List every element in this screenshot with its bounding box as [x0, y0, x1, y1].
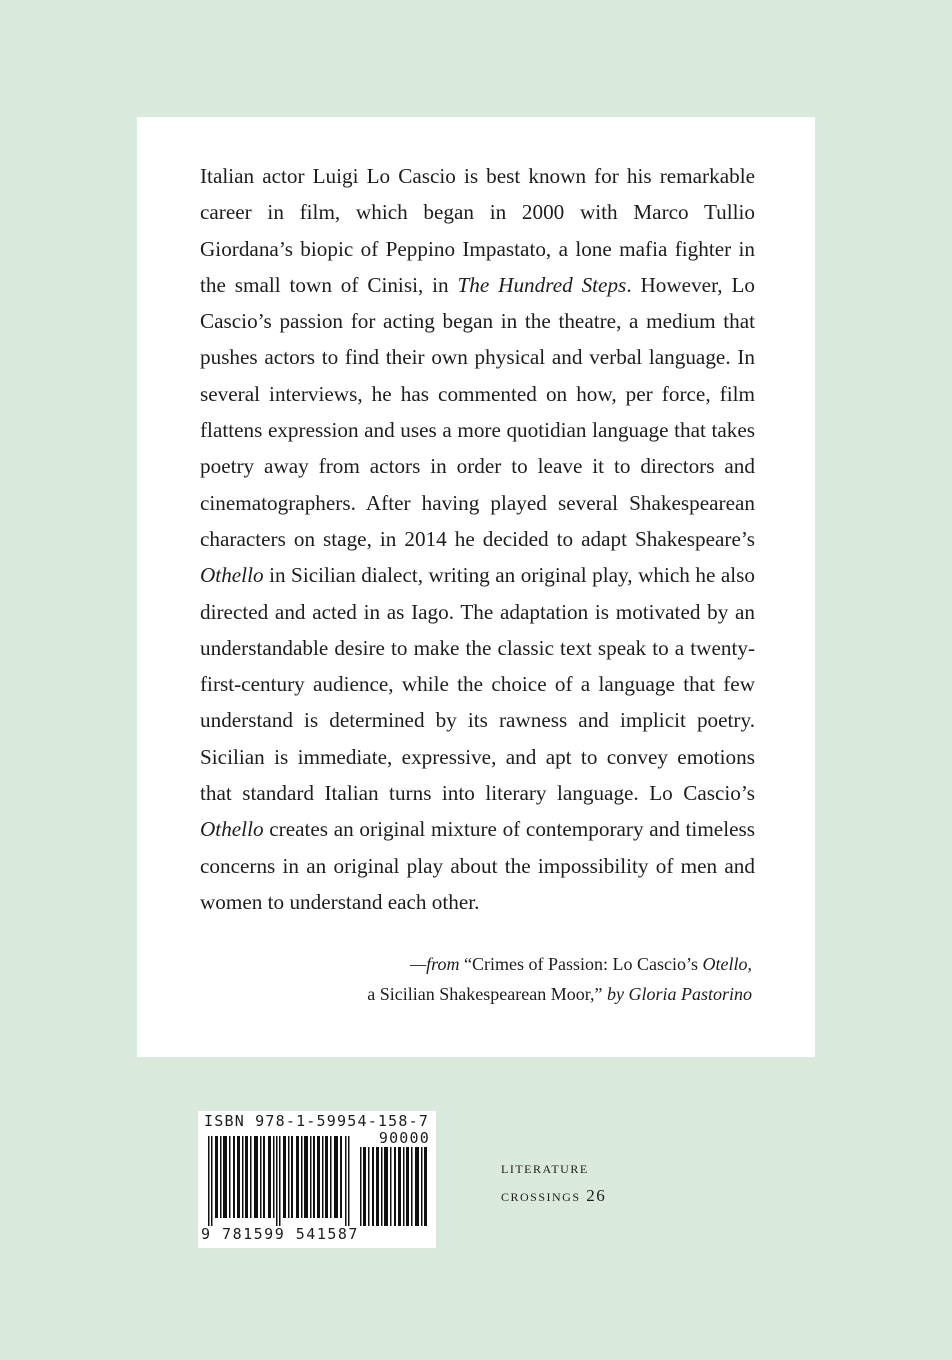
isbn-barcode: [198, 1111, 436, 1248]
play-title: Othello: [200, 817, 264, 842]
essay-title-part: a Sicilian Shakespearean Moor,”: [367, 984, 607, 1004]
blurb-panel: [137, 117, 815, 1057]
play-title: Othello: [200, 563, 264, 588]
series-number: 26: [586, 1186, 607, 1205]
attribution-line-2: [192, 979, 752, 1009]
blurb-segment-1: Italian actor Luigi Lo Cascio is best known for his remarkable career in film, which began in 2000 with Marco Tullio Giordana’s biopic of Peppino Impastato, a lone mafia fighter in the small town of Cinisi, in: [200, 164, 755, 297]
attribution: [192, 949, 752, 1009]
barcode-bars: [208, 1136, 353, 1226]
blurb-text: [200, 158, 755, 920]
attribution-from: —from: [410, 954, 460, 974]
blurb-segment-2: . However, Lo Cascio’s passion for acting began in the theatre, a medium that pushes actors to find their own physical and verbal language. In several interviews, he has commented on how, per force, film flattens expression and uses a more quotidian language that takes poetry away from actors in order to leave it to directors and cinematographers. After having played several Shakespearean characters on stage, in 2014 he decided to adapt Shakespeare’s: [200, 272, 756, 551]
series-line-1: literature: [501, 1158, 589, 1177]
series-label: [501, 1154, 606, 1210]
price-code: 90000: [378, 1129, 430, 1147]
blurb-segment-3: in Sicilian dialect, writing an original play, which he also directed and acted in as Iago. The adaptation is motivated by an understandable desire to make the classic text speak to a twenty-first-century audience, while the choice of a language that few understand is determined by its rawness and implicit poetry. Sicilian is immediate, expressive, and apt to convey emotions that standard Italian turns into literary language. Lo Cascio’s: [200, 563, 755, 806]
film-title: The Hundred Steps: [457, 272, 627, 297]
barcode-digits: 9 781599 541587: [201, 1225, 359, 1243]
series-line-2: [501, 1182, 606, 1210]
isbn-label: ISBN 978-1-59954-158-7: [204, 1112, 430, 1130]
barcode-addon-bars: [360, 1147, 430, 1226]
attribution-line-1: [192, 949, 752, 979]
author-byline: by Gloria Pastorino: [606, 984, 752, 1004]
blurb-segment-4: creates an original mixture of contemporary and timeless concerns in an original play about the impossibility of men and women to understand each other.: [200, 817, 755, 914]
essay-title-part: ,: [747, 954, 752, 974]
essay-title-part: “Crimes of Passion: Lo Cascio’s: [459, 954, 703, 974]
essay-title-italic: Otello: [702, 954, 748, 974]
series-name: crossings: [501, 1186, 581, 1205]
